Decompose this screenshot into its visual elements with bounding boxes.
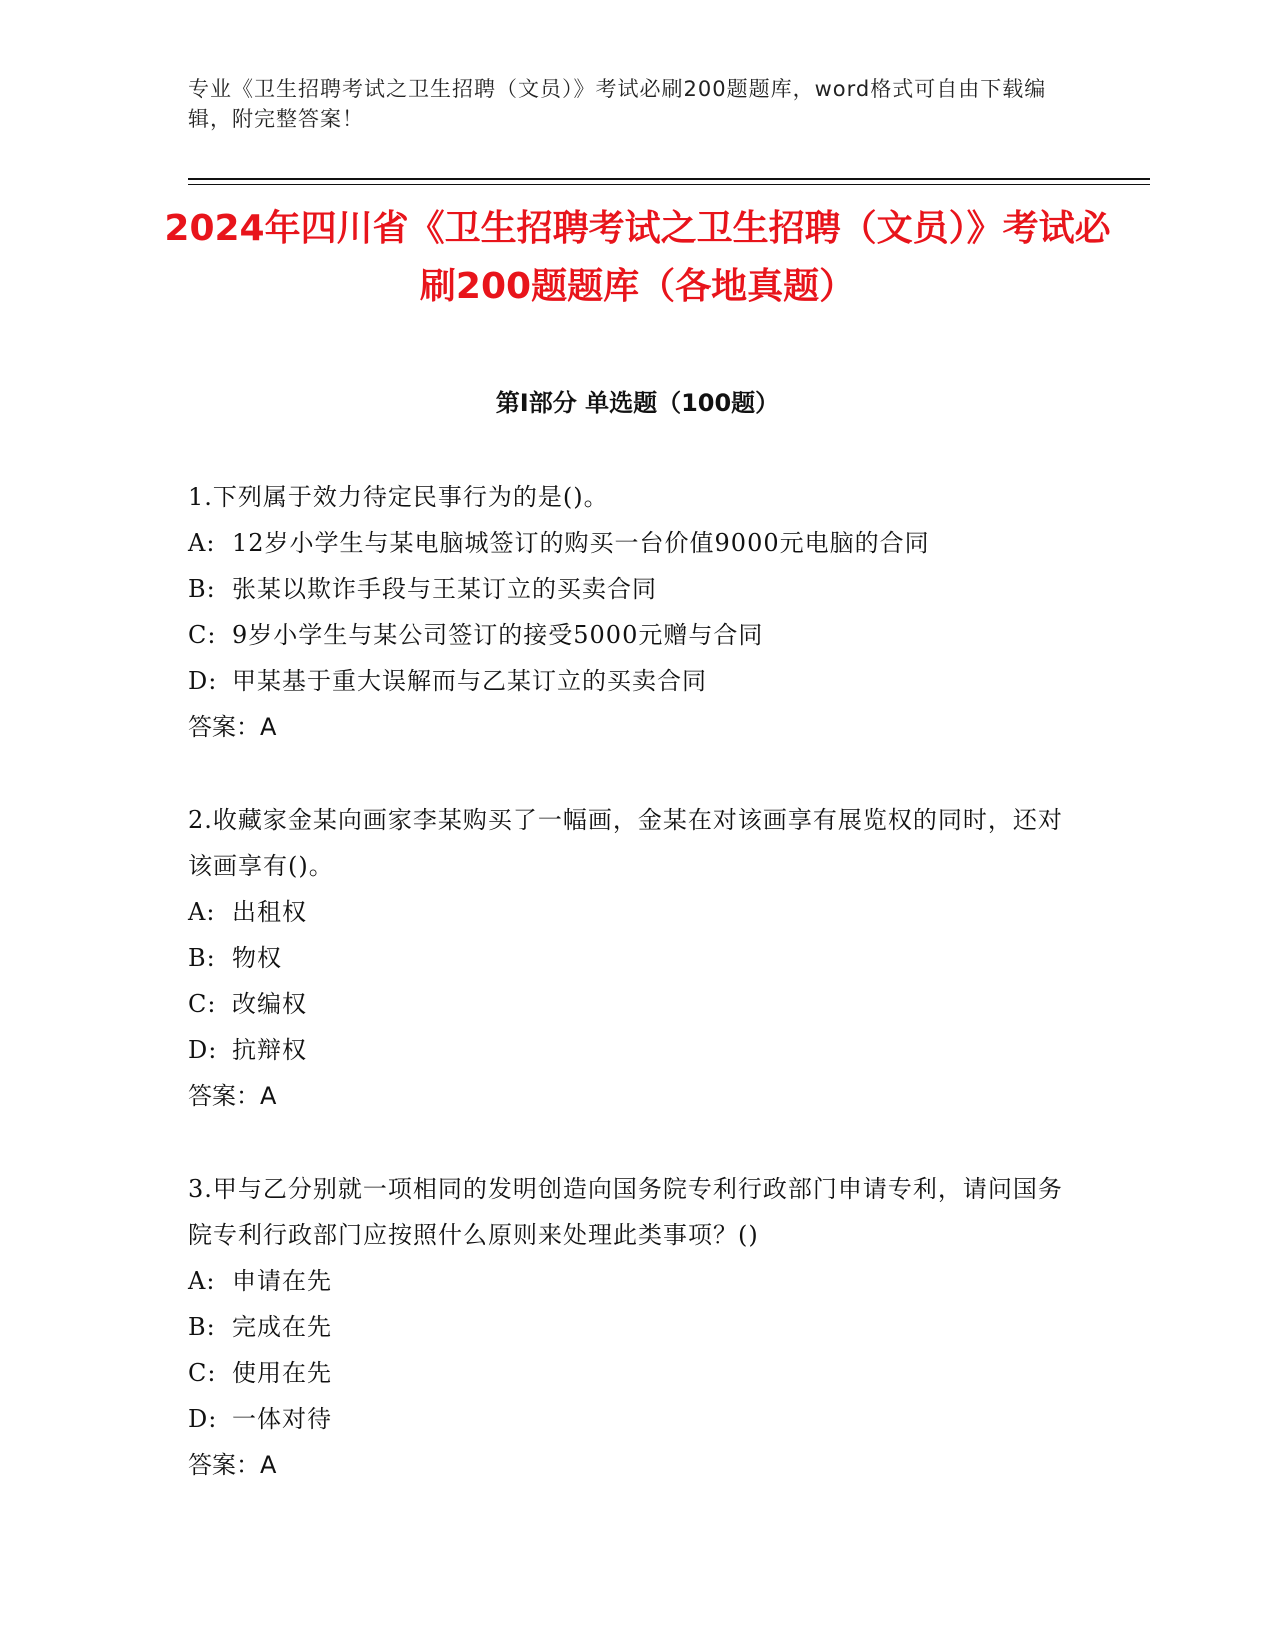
- question-2: [188, 797, 1068, 1119]
- document-title: 2024年四川省《卫生招聘考试之卫生招聘（文员）》考试必刷200题题库（各地真题）: [164, 208, 1111, 307]
- option-key: C:: [188, 621, 217, 649]
- option-c: [188, 981, 1068, 1027]
- option-key: A:: [188, 1267, 216, 1295]
- option-key: A:: [188, 529, 216, 557]
- answer-line: 答案：A: [188, 1451, 277, 1479]
- option-key: C:: [188, 990, 217, 1018]
- answer-line: 答案：A: [188, 713, 277, 741]
- option-key: D:: [188, 667, 218, 695]
- option-text: 张某以欺诈手段与王某订立的买卖合同: [232, 575, 657, 603]
- header-note: 专业《卫生招聘考试之卫生招聘（文员）》考试必刷200题题库，word格式可自由下载编辑，附完整答案！: [188, 77, 1047, 131]
- option-b: [188, 1304, 1068, 1350]
- option-d: [188, 1027, 1068, 1073]
- header-divider-thin: [188, 184, 1150, 185]
- option-c: [188, 1350, 1068, 1396]
- option-text: 申请在先: [232, 1267, 332, 1295]
- option-text: 甲某基于重大误解而与乙某订立的买卖合同: [232, 667, 707, 695]
- header-divider-thick: [188, 178, 1150, 180]
- option-text: 完成在先: [232, 1313, 332, 1341]
- option-text: 物权: [232, 944, 282, 972]
- option-key: B:: [188, 1313, 216, 1341]
- option-text: 一体对待: [232, 1405, 332, 1433]
- option-text: 12岁小学生与某电脑城签订的购买一台价值9000元电脑的合同: [232, 529, 930, 557]
- option-a: [188, 889, 1068, 935]
- question-text: 3.甲与乙分别就一项相同的发明创造向国务院专利行政部门申请专利，请问国务院专利行政部门应按照什么原则来处理此类事项？(): [188, 1175, 1063, 1249]
- option-key: A:: [188, 898, 216, 926]
- question-list: [188, 474, 1068, 1535]
- section-title: 第Ⅰ部分 单选题（100题）: [495, 389, 780, 417]
- option-d: [188, 1396, 1068, 1442]
- option-text: 抗辩权: [232, 1036, 307, 1064]
- question-text: 2.收藏家金某向画家李某购买了一幅画，金某在对该画享有展览权的同时，还对该画享有()。: [188, 806, 1063, 880]
- option-key: B:: [188, 575, 216, 603]
- question-text: 1.下列属于效力待定民事行为的是()。: [188, 483, 609, 511]
- option-d: [188, 658, 1068, 704]
- option-key: C:: [188, 1359, 217, 1387]
- option-b: [188, 566, 1068, 612]
- option-text: 9岁小学生与某公司签订的接受5000元赠与合同: [232, 621, 764, 649]
- question-3: [188, 1166, 1068, 1488]
- answer-line: 答案：A: [188, 1082, 277, 1110]
- option-b: [188, 935, 1068, 981]
- option-key: B:: [188, 944, 216, 972]
- option-text: 改编权: [232, 990, 307, 1018]
- option-key: D:: [188, 1405, 218, 1433]
- option-c: [188, 612, 1068, 658]
- option-text: 使用在先: [232, 1359, 332, 1387]
- option-text: 出租权: [232, 898, 307, 926]
- option-a: [188, 1258, 1068, 1304]
- option-a: [188, 520, 1068, 566]
- question-1: [188, 474, 1068, 750]
- option-key: D:: [188, 1036, 218, 1064]
